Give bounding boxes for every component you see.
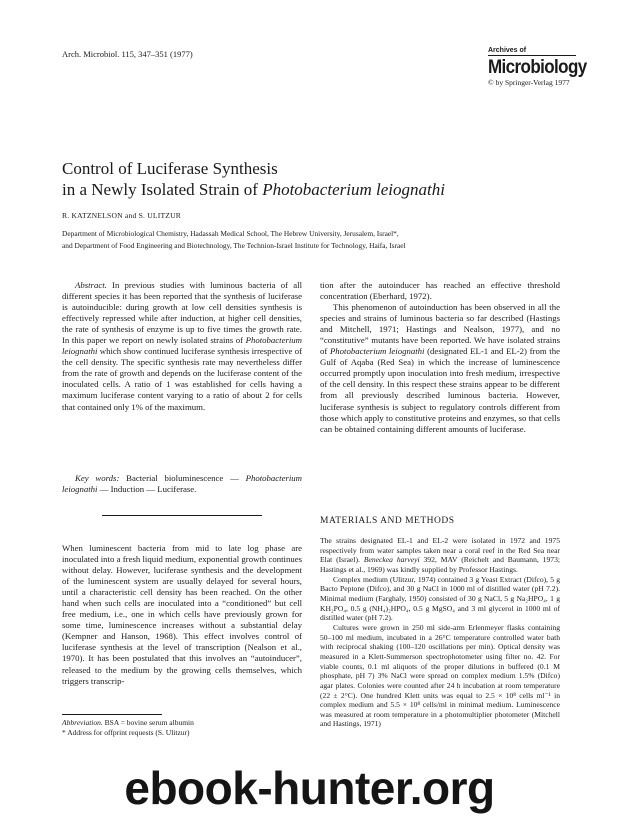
title-species: Photobacterium leiognathi [262,180,445,199]
introduction [62,543,302,687]
keywords [62,473,302,495]
intro-paragraph: When luminescent bacteria from mid to late log phase are inoculated into a fresh liquid medium, exponential growth continues without delay. However, luciferase synthesis and the development of the luminescent system are usually delayed for several hours, until a characteristic cell density has been reached. On the other hand when such cells are inoculated into a “conditioned” but cell free medium, i.e., one in which cells have previously grown for some time, luminescence increases without a substantial delay (Kempner and Hanson, 1968). This effect involves control of luciferase synthesis at the level of transcription (Nealson et al., 1970). It has been postulated that this involves an “autoinducer”, released to the medium by the growing cells themselves, which triggers transcrip- [62,543,302,686]
keywords-text-1: Bacterial bioluminescence — [119,473,246,483]
methods-paragraph-3: Cultures were grown in 250 ml side-arm Erlenmeyer flasks containing 50–100 ml medium, incubated in a 26°C temperature controlled water bath with reciprocal shaking (100–120 oscillations per min). Optical density was measured in a Klett-Summerson spectrophotometer using filter no. 42. For viable counts, 0.1 ml aliquots of the proper dilutions in buffered (0.1 M phosphate, pH 7) 3% NaCl were spread on complex medium 1.5% (Difco) agar plates. Colonies were counted after 24 h incubation at room temperature (22 ± 2°C). One hundred Klett units was equal to 2.5 × 10⁸ cells ml⁻¹ in complex medium and 5.5 × 10⁸ cells/ml in minimal medium. Luminescence was measured at room temperature in a photomultiplier photometer (Mitchell and Hastings, 1971) [320,622,560,729]
abstract-text-1: In previous studies with luminous bacteria of all different species it has been reported that the synthesis of luciferase is autoinducible: during growth at low cell densities synthesis is effectively repressed while after induction, at higher cell densities, the rate of synthesis of enzyme is up to five times the growth rate. In this paper we report on newly isolated strains of [62,280,302,346]
abstract-divider [102,515,262,516]
keywords-label: Key words: [75,473,120,483]
methods-p1-text-a: The strains designated EL-1 and EL-2 were isolated in 1972 and 1975 respectively from water samples taken near a coral reef in the Red Sea near Elat (Israel). [320,536,560,565]
journal-logo [488,47,587,87]
methods-paragraph-2: Complex medium (Ulitzur, 1974) contained 3 g Yeast Extract (Difco), 5 g Bacto Peptone (Difco), and 30 g NaCl in 1000 ml of distilled water (pH 7.2). Minimal medium (Farghaly, 1950) consisted of 30 g NaCl, 5 g Na₂HPO₄, 1 g KH₂PO₄, 0.5 g (NH₄)₂HPO₄, 0.5 g MgSO₄ and 3 ml glycerol in 1000 ml of distilled water (pH 7.2). [320,574,560,623]
right-p2-text-a: This phenomenon of autoinduction has been observed in all the species and strains of luminous bacteria so far described (Hastings and Mitchell, 1971; Hastings and Nealson, 1977), and no “constitutive” mutants have been reported. We have isolated strains of [320,302,560,357]
right-paragraph-2 [320,302,560,435]
watermark-text: ebook-hunter.org [124,762,495,814]
affiliation-2: and Department of Food Engineering and Biotechnology, The Technion-Israel Institute for Technology, Haifa, Israel [62,240,406,250]
title-line-1: Control of Luciferase Synthesis [62,159,278,178]
right-p2-text-b: (designated EL-1 and EL-2) from the Gulf of Aqaba (Red Sea) in which the increase of luminescence occurred promptly upon inoculation into fresh medium, irrespective of the cell density. In this respect these strains appear to be different from all previously described luminous bacteria. However, luciferase synthesis is subject to regulatory controls different from those which apply to constitutive proteins and enzymes, so that cells can be obtained containing different amounts of luciferase. [320,346,560,434]
journal-citation: Arch. Microbiol. 115, 347–351 (1977) [62,49,193,59]
address-footnote: * Address for offprint requests (S. Ulitzur) [62,728,190,737]
right-p2-species: Photobacterium leiognathi [329,346,425,357]
affiliation-1: Department of Microbiological Chemistry, Hadassah Medical School, The Hebrew University, Jerusalem, Israel*, [62,229,399,238]
journal-logo-name: Microbiology [488,55,587,78]
abstract [62,280,302,413]
affiliations [62,228,562,251]
methods-text [320,536,560,729]
abbreviation-text: BSA = bovine serum albumin [102,718,194,727]
abstract-label: Abstract. [75,280,107,290]
section-heading: MATERIALS AND METHODS [320,516,455,526]
methods-p1-text-b: 392, MAV (Reichelt and Baumann, 1973; Hastings et al., 1969) was kindly supplied by Professor Hastings. [320,555,560,574]
abbreviation-label: Abbreviation. [62,718,103,727]
keywords-text-2: — Induction — Luciferase. [97,484,197,495]
footnotes [62,718,302,738]
methods-p1-species: Beneckea harveyi [363,555,420,565]
paper-title [62,158,582,200]
abbreviation-footnote [62,718,302,728]
abstract-species: Photobacterium leiognathi [62,335,302,357]
title-line-2 [62,179,582,200]
keywords-species: Photobacterium leiognathi [62,473,302,495]
right-paragraph-1: tion after the autoinducer has reached an effective threshold concentration (Eberhard, 1972). [320,280,560,302]
footnote-divider [62,714,162,715]
copyright-notice: © by Springer-Verlag 1977 [488,78,570,87]
authors: R. KATZNELSON and S. ULITZUR [62,211,182,220]
right-column-text [320,280,560,435]
abstract-text-2: which show continued luciferase synthesis irrespective of the cell density. The specific synthesis rate may nevertheless differ from the rate of growth and depends on the luciferase content of the inoculated cells. A ratio of 1 was established for cells having a maximum luciferase content varying to a ratio of about 2 for cells that contained only 1% of the maximum. [62,346,302,412]
methods-paragraph-1 [320,536,560,575]
journal-logo-top: Archives of [488,47,576,56]
watermark [0,760,619,816]
title-line-2-text: in a Newly Isolated Strain of [62,180,263,199]
